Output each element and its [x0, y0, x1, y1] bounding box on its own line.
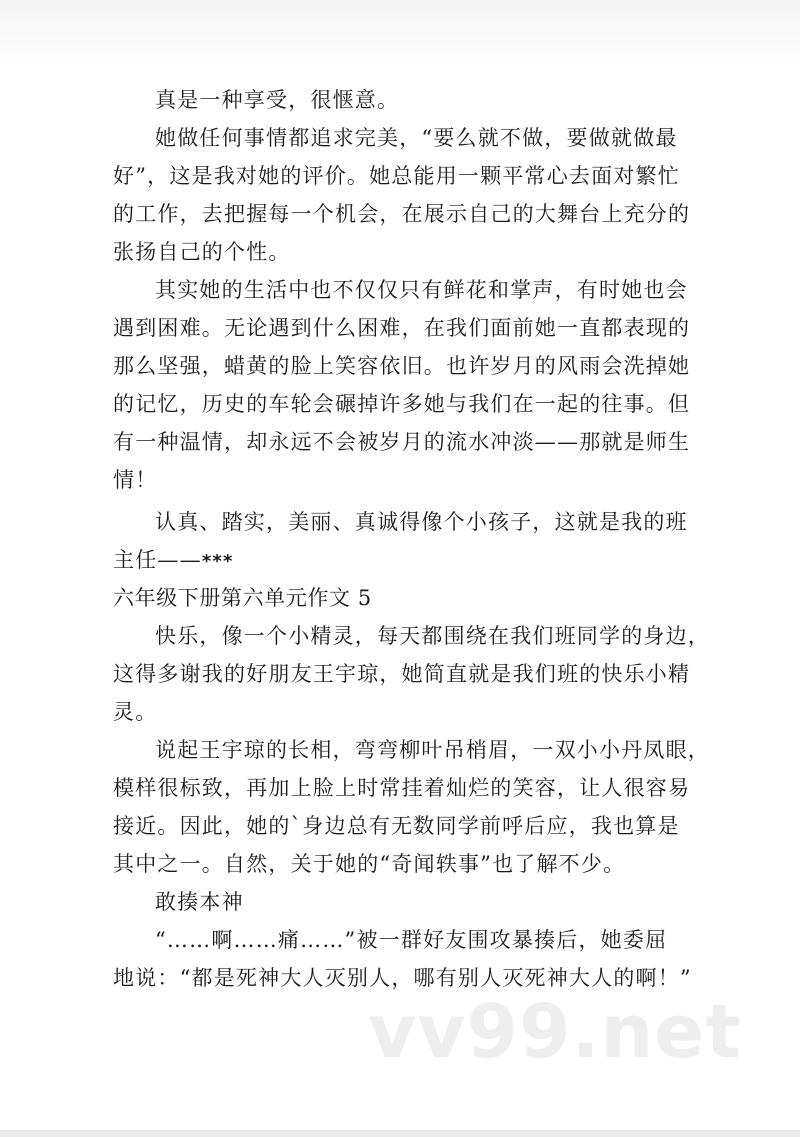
redacted-name: ***	[201, 551, 234, 572]
subheading: 敢揍本神	[155, 890, 244, 914]
paragraph-line: 这得多谢我的好朋友王宇琼，她简直就是我们班的快乐小精	[113, 662, 691, 686]
paragraph-line: 说起王宇琼的长相，弯弯柳叶吊梢眉，一双小小丹凤眼，	[155, 738, 710, 762]
watermark: vv99.net	[368, 989, 742, 1075]
paragraph-line: 有一种温情，却永远不会被岁月的流水冲淡——那就是师生	[113, 430, 691, 454]
paragraph-line: 模样很标致，再加上脸上时常挂着灿烂的笑容，让人很容易	[113, 776, 691, 800]
paragraph-line: “……啊……痛……”被一群好友围攻暴揍后，她委屈	[155, 928, 668, 952]
paragraph-line: 的工作，去把握每一个机会，在展示自己的大舞台上充分的	[113, 202, 691, 226]
paragraph-line: 其实她的生活中也不仅仅只有鲜花和掌声，有时她也会	[155, 278, 688, 302]
paragraph-line: 认真、踏实，美丽、真诚得像个小孩子，这就是我的班	[155, 510, 688, 534]
paragraph-line: 灵。	[113, 700, 158, 724]
paragraph-line: 情！	[113, 468, 158, 492]
paragraph-line: 那么坚强，蜡黄的脸上笑容依旧。也许岁月的风雨会洗掉她	[113, 354, 691, 378]
paragraph-line: 真是一种享受，很惬意。	[155, 88, 400, 112]
paragraph-line: 好”，这是我对她的评价。她总能用一颗平常心去面对繁忙	[113, 164, 680, 188]
paragraph-line: 她做任何事情都追求完美，“要么就不做，要做就做最	[155, 126, 678, 150]
paragraph-line: 接近。因此，她的`身边总有无数同学前呼后应，我也算是	[113, 814, 680, 838]
paragraph-line: 地说：“都是死神大人灭别人，哪有别人灭死神大人的啊！”	[113, 966, 692, 990]
signature-text: 主任——	[113, 548, 202, 572]
section-heading: 六年级下册第六单元作文 5	[113, 586, 372, 610]
paragraph-line: 的记忆，历史的车轮会碾掉许多她与我们在一起的往事。但	[113, 392, 691, 416]
paragraph-line: 张扬自己的个性。	[113, 240, 291, 264]
paragraph-line: 快乐，像一个小精灵，每天都围绕在我们班同学的身边，	[155, 624, 710, 648]
paragraph-line: 其中之一。自然，关于她的“奇闻轶事”也了解不少。	[113, 852, 626, 876]
paragraph-line: 遇到困难。无论遇到什么困难，在我们面前她一直都表现的	[113, 316, 691, 340]
page-bottom-edge	[0, 1130, 800, 1137]
paragraph-line	[113, 546, 234, 576]
